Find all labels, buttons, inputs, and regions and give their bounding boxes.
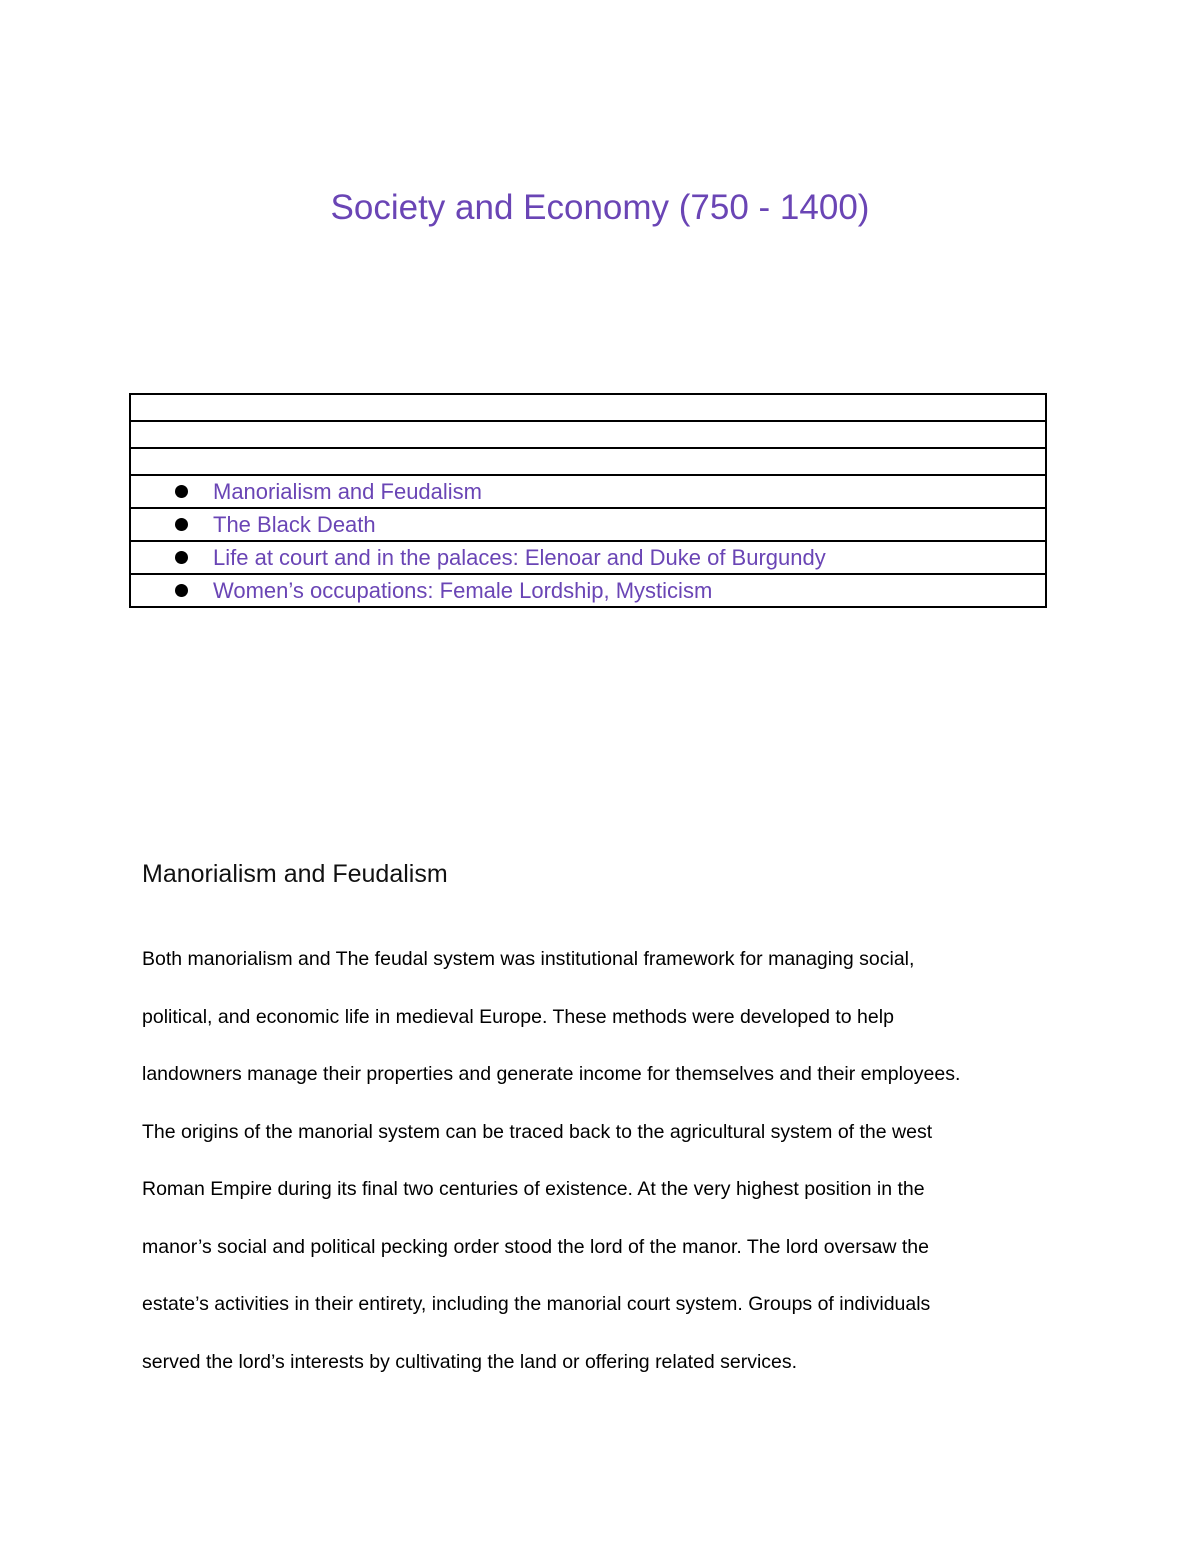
toc-item[interactable] bbox=[131, 575, 1045, 606]
toc-item[interactable] bbox=[131, 476, 1045, 507]
toc-item-row bbox=[130, 475, 1046, 508]
toc-empty-cell bbox=[130, 394, 1046, 421]
toc-empty-row bbox=[130, 448, 1046, 475]
toc-item-row bbox=[130, 541, 1046, 574]
body-text-line: political, and economic life in medieval Europe. These methods were developed to help bbox=[142, 1005, 894, 1028]
document-title: Society and Economy (750 - 1400) bbox=[330, 188, 870, 227]
body-text-line: The origins of the manorial system can be traced back to the agricultural system of the west bbox=[142, 1120, 933, 1143]
section-heading: Manorialism and Feudalism bbox=[142, 860, 448, 888]
bullet-icon bbox=[175, 584, 188, 597]
toc-item-cell bbox=[130, 541, 1046, 574]
body-text-line: landowners manage their properties and generate income for themselves and their employees. bbox=[142, 1063, 961, 1085]
toc-empty-cell bbox=[130, 448, 1046, 475]
toc-item-label[interactable]: Women’s occupations: Female Lordship, Mysticism bbox=[213, 578, 713, 603]
bullet-icon bbox=[175, 518, 188, 531]
toc-item-label[interactable]: The Black Death bbox=[213, 512, 376, 537]
bullet-icon bbox=[175, 551, 188, 564]
body-text-line: served the lord’s interests by cultivating the land or offering related services. bbox=[142, 1350, 798, 1373]
toc-empty-row bbox=[130, 394, 1046, 421]
body-text-line: manor’s social and political pecking order stood the lord of the manor. The lord oversaw the bbox=[142, 1235, 929, 1258]
toc-empty-cell bbox=[130, 421, 1046, 448]
toc-item-cell bbox=[130, 475, 1046, 508]
toc-empty-row bbox=[130, 421, 1046, 448]
toc-item[interactable] bbox=[131, 509, 1045, 540]
toc-item-label[interactable]: Life at court and in the palaces: Elenoar and Duke of Burgundy bbox=[213, 545, 826, 570]
section-body bbox=[142, 940, 1062, 1400]
body-text-line: Both manorialism and The feudal system was institutional framework for managing social, bbox=[142, 948, 915, 970]
toc-item[interactable] bbox=[131, 542, 1045, 573]
toc-item-cell bbox=[130, 508, 1046, 541]
bullet-icon bbox=[175, 485, 188, 498]
toc-item-row bbox=[130, 508, 1046, 541]
toc-table bbox=[129, 393, 1047, 608]
body-text-line: estate’s activities in their entirety, including the manorial court system. Groups of individuals bbox=[142, 1293, 931, 1315]
toc-item-label[interactable]: Manorialism and Feudalism bbox=[213, 479, 482, 504]
toc-item-cell bbox=[130, 574, 1046, 607]
body-text-line: Roman Empire during its final two centuries of existence. At the very highest position in the bbox=[142, 1178, 925, 1200]
toc-item-row bbox=[130, 574, 1046, 607]
